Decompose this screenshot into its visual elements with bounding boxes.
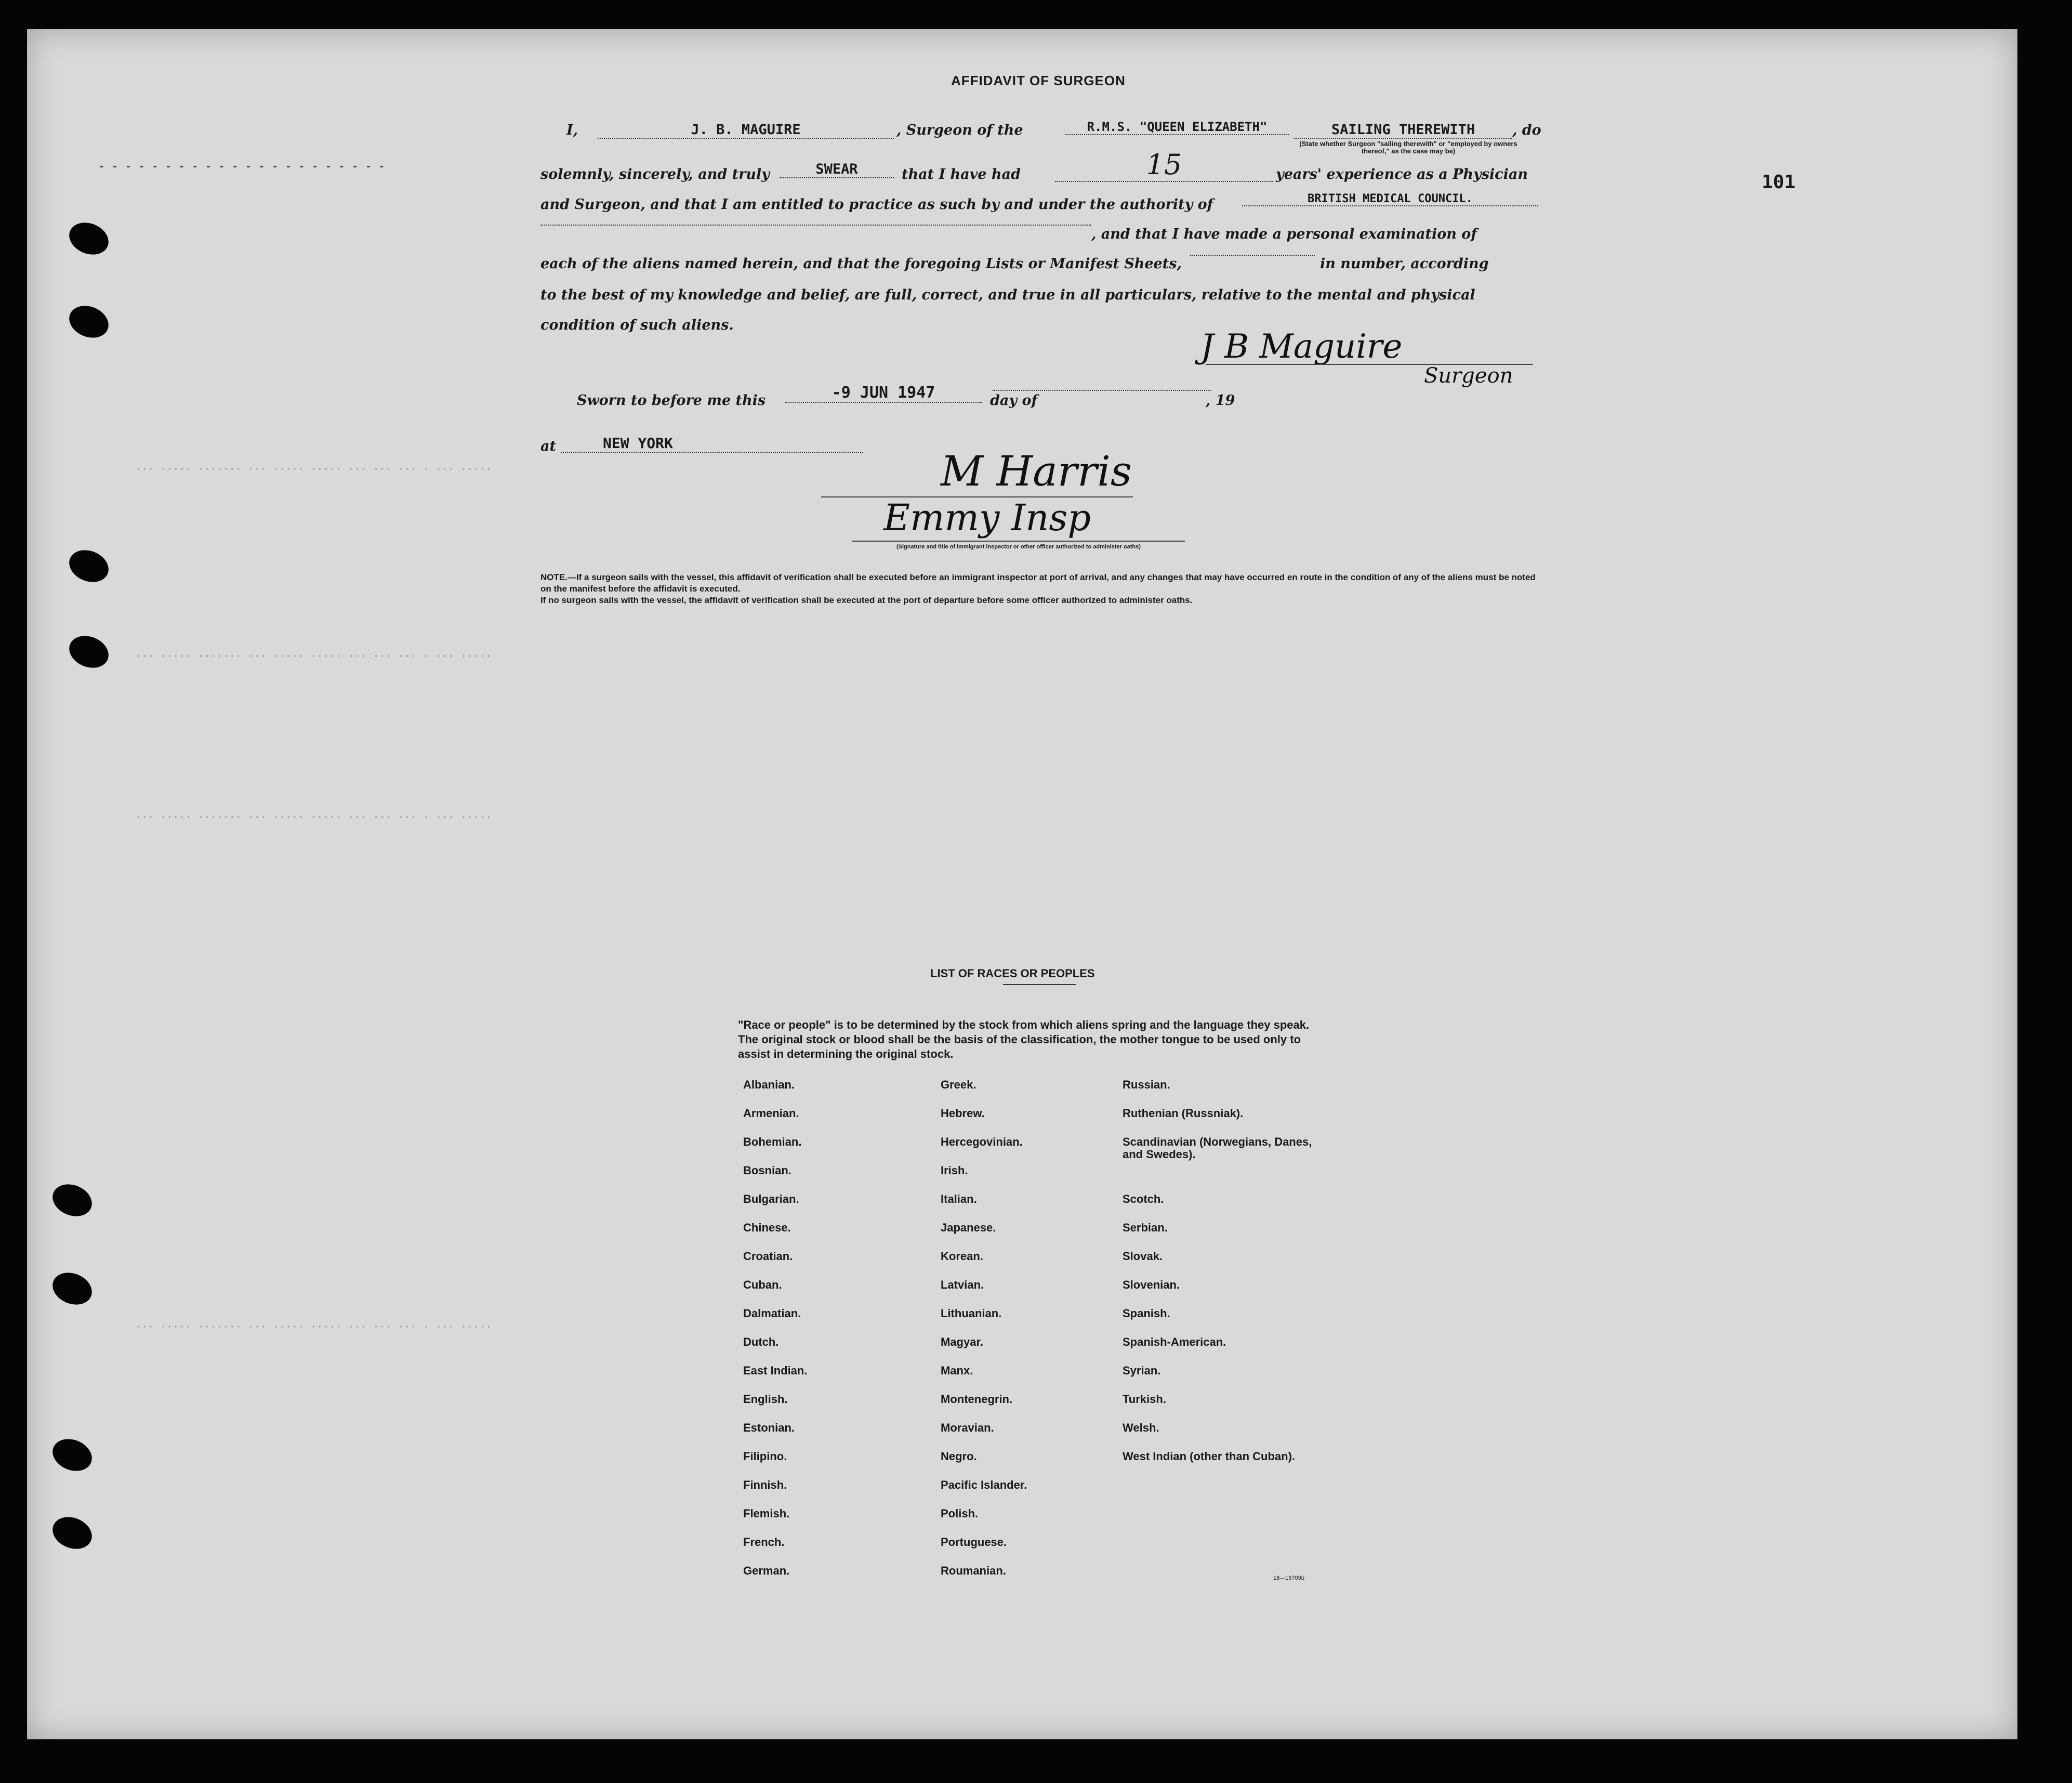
affidavit-line2-end: years' experience as a Physician	[1276, 166, 1528, 182]
officer-signature: M Harris	[941, 447, 1132, 495]
race-item: Bosnian.	[743, 1164, 791, 1177]
race-item: Latvian.	[941, 1278, 984, 1291]
affidavit-line2-pre: solemnly, sincerely, and truly	[540, 166, 770, 182]
affidavit-line7: condition of such aliens.	[540, 317, 734, 333]
race-item: Italian.	[941, 1192, 977, 1205]
races-title-underline	[1003, 984, 1076, 985]
race-item: Portuguese.	[941, 1536, 1007, 1549]
race-item: Flemish.	[743, 1507, 790, 1520]
bleed-through-text: ··· ····· ······· ··· ····· ····· ··· ··· ··· · ··· ·····	[135, 811, 492, 823]
race-item: Russian.	[1123, 1078, 1170, 1091]
officer-line	[852, 541, 1185, 542]
place-field: NEW YORK	[561, 435, 863, 453]
bleed-through-text: ··· ····· ······· ··· ····· ····· ··· ··· ··· · ··· ·····	[135, 650, 492, 662]
surgeon-title-signature: Surgeon	[1424, 364, 1513, 388]
race-item: Moravian.	[941, 1421, 994, 1434]
race-item: Armenian.	[743, 1107, 799, 1120]
affidavit-line4: , and that I have made a personal examination of	[1091, 226, 1477, 242]
sheet-count-field	[1190, 255, 1315, 256]
race-item: Montenegrin.	[941, 1393, 1013, 1406]
race-item: Korean.	[941, 1250, 983, 1263]
race-item: Filipino.	[743, 1450, 787, 1463]
sworn-month-field	[993, 390, 1211, 391]
ship-field: R.M.S. "QUEEN ELIZABETH"	[1065, 120, 1289, 135]
affidavit-line1-mid: , Surgeon of the	[896, 122, 1023, 138]
oath-field: SWEAR	[780, 161, 894, 178]
race-item: East Indian.	[743, 1364, 808, 1377]
race-item: Ruthenian (Russniak).	[1123, 1107, 1244, 1120]
race-item: Finnish.	[743, 1478, 787, 1491]
sworn-end: , 19	[1206, 392, 1235, 409]
race-item: Welsh.	[1123, 1421, 1159, 1434]
authority-field: BRITISH MEDICAL COUNCIL.	[1242, 192, 1538, 206]
race-item: Pacific Islander.	[941, 1478, 1027, 1491]
sworn-pre: Sworn to before me this	[577, 392, 766, 409]
note-line1: NOTE.—If a surgeon sails with the vessel, this affidavit of verification shall be executed before an immigrant inspector at port of arrival, and any changes that may have occurred en route in the condition of any of the aliens must be noted on the manifest before the affidavit is executed.	[540, 572, 1536, 594]
race-item: Chinese.	[743, 1221, 791, 1234]
race-item: Serbian.	[1123, 1221, 1168, 1234]
sailing-field: SAILING THEREWITH	[1294, 122, 1512, 139]
race-item: Manx.	[941, 1364, 973, 1377]
race-item: Negro.	[941, 1450, 977, 1463]
race-item: Greek.	[941, 1078, 976, 1091]
race-item: Estonian.	[743, 1421, 795, 1434]
race-item: Roumanian.	[941, 1564, 1006, 1577]
affidavit-line1-end: , do	[1512, 122, 1541, 138]
race-item: Irish.	[941, 1164, 968, 1177]
race-item: Slovak.	[1123, 1250, 1163, 1263]
races-title: LIST OF RACES OR PEOPLES	[930, 967, 1095, 980]
margin-dashes: - - - - - - - - - - - - - - - - - - - - - -	[99, 161, 386, 172]
races-column-3	[1123, 1079, 1320, 1507]
race-item: English.	[743, 1393, 788, 1406]
races-intro: "Race or people" is to be determined by the stock from which aliens spring and the language they speak. The original stock or blood shall be the basis of the classification, the mother tongue to be used only to assist in determining the original stock.	[738, 1018, 1310, 1060]
race-item: Scandinavian (Norwegians, Danes, and Swedes).	[1123, 1135, 1312, 1161]
affidavit-line3-pre: and Surgeon, and that I am entitled to practice as such by and under the authority of	[540, 196, 1213, 213]
surgeon-signature: J B Maguire	[1200, 327, 1403, 366]
race-item: Spanish-American.	[1123, 1335, 1226, 1348]
race-item: Scotch.	[1123, 1192, 1164, 1205]
page-stamp-number: 101	[1762, 172, 1796, 193]
race-item: Spanish.	[1123, 1307, 1170, 1320]
affidavit-line6: to the best of my knowledge and belief, are full, correct, and true in all particulars, relative to the mental and physical	[540, 287, 1475, 303]
years-field: 15	[1055, 148, 1273, 182]
race-item: Turkish.	[1123, 1393, 1166, 1406]
affidavit-line5-end: in number, according	[1320, 256, 1489, 272]
race-item: Hebrew.	[941, 1107, 985, 1120]
surgeon-name-field: J. B. MAGUIRE	[598, 122, 894, 139]
race-item: Hercegovinian.	[941, 1135, 1023, 1148]
races-column-2	[941, 1079, 1027, 1593]
race-item: Albanian.	[743, 1078, 795, 1091]
officer-title-signature: Emmy Insp	[883, 496, 1091, 539]
race-item: Bulgarian.	[743, 1192, 799, 1205]
form-code: 16—16709b	[1273, 1575, 1304, 1581]
note-block	[540, 572, 1538, 606]
race-item: Syrian.	[1123, 1364, 1161, 1377]
race-item: Polish.	[941, 1507, 979, 1520]
affidavit-line5-pre: each of the aliens named herein, and that the foregoing Lists or Manifest Sheets,	[540, 256, 1182, 272]
race-item: Lithuanian.	[941, 1307, 1002, 1320]
race-item: Cuban.	[743, 1278, 782, 1291]
affidavit-line2-mid: that I have had	[902, 166, 1021, 182]
races-column-1	[743, 1079, 807, 1593]
sworn-mid: day of	[990, 392, 1038, 409]
officer-note: (Signature and title of immigrant inspector or other officer authorized to administer oaths)	[896, 544, 1141, 550]
race-item: Magyar.	[941, 1335, 983, 1348]
note-line2: If no surgeon sails with the vessel, the affidavit of verification shall be executed at the port of departure before some officer authorized to administer oaths.	[540, 595, 1193, 605]
affidavit-title: AFFIDAVIT OF SURGEON	[951, 73, 1126, 88]
sworn-date-field: -9 JUN 1947	[785, 384, 982, 403]
authority-continued-field	[540, 225, 1091, 226]
bleed-through-text: ··· ····· ······· ··· ····· ····· ··· ··· ··· · ··· ·····	[135, 463, 492, 475]
race-item: Dutch.	[743, 1335, 779, 1348]
bleed-through-text: ··· ····· ······· ··· ····· ····· ··· ··· ··· · ··· ·····	[135, 1320, 492, 1333]
at-label: at	[540, 438, 556, 454]
affidavit-line1-pre: I,	[566, 122, 578, 138]
sailing-note: (State whether Surgeon "sailing therewith" or "employed by owners thereof," as the case may be)	[1299, 140, 1517, 155]
race-item: Dalmatian.	[743, 1307, 801, 1320]
race-item: French.	[743, 1536, 785, 1549]
race-item: German.	[743, 1564, 790, 1577]
race-item: Japanese.	[941, 1221, 996, 1234]
race-item: Croatian.	[743, 1250, 793, 1263]
race-item: Slovenian.	[1123, 1278, 1180, 1291]
race-item: Bohemian.	[743, 1135, 802, 1148]
race-item: West Indian (other than Cuban).	[1123, 1450, 1296, 1463]
